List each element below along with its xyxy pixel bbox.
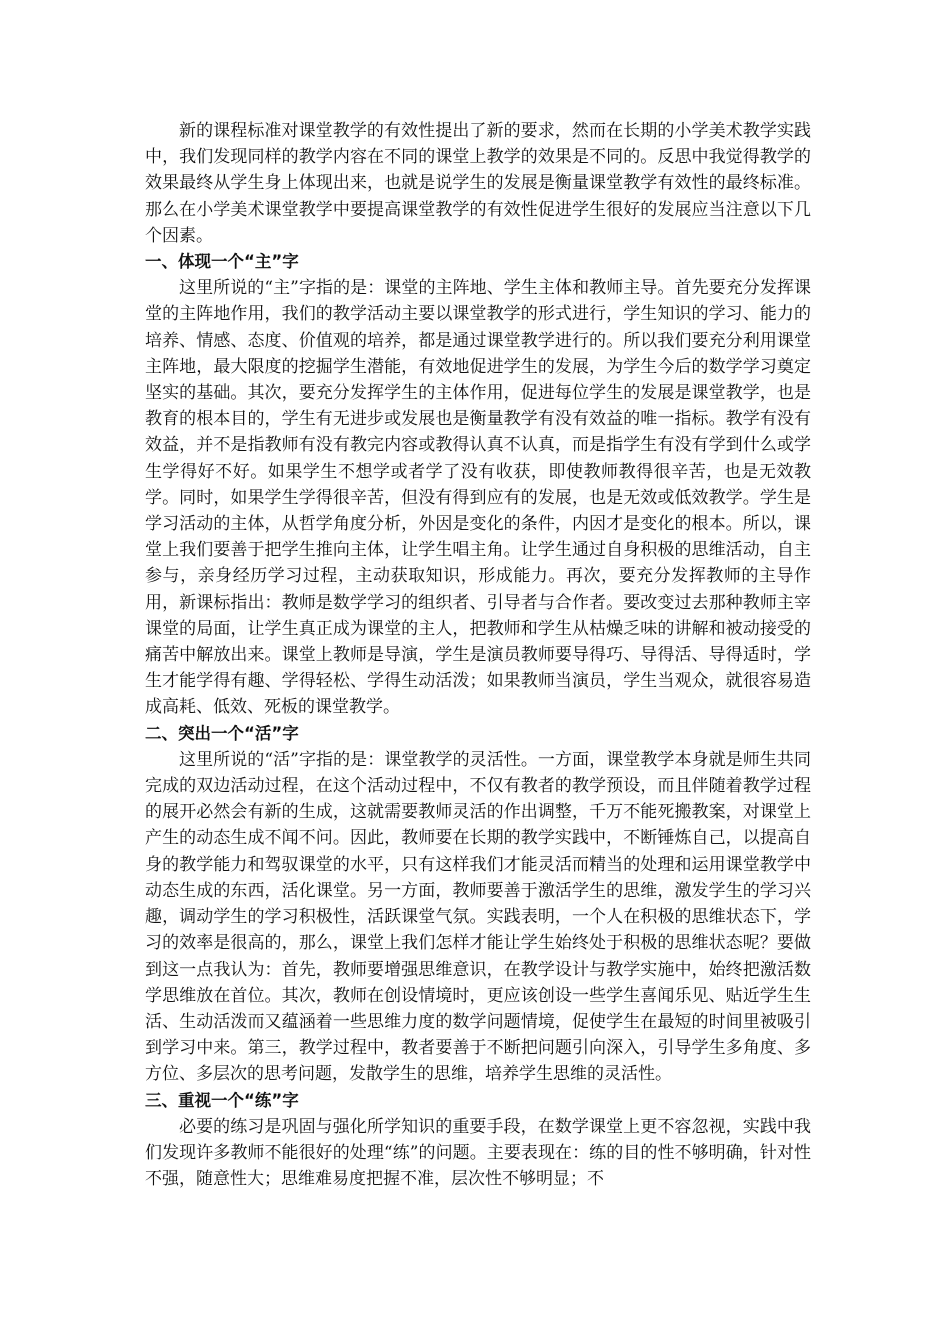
section-3-body: 必要的练习是巩固与强化所学知识的重要手段，在数学课堂上更不容忽视，实践中我们发现许多教师不能很好的处理“练”的问题。主要表现在：练的目的性不够明确，针对性不强，随意性大；思维难易度把握不准，层次性不够明显；不: [145, 1116, 811, 1190]
section-1-body: 这里所说的“主”字指的是：课堂的主阵地、学生主体和教师主导。首先要充分发挥课堂的主阵地作用，我们的教学活动主要以课堂教学的形式进行，学生知识的学习、能力的培养、情感、态度、价值观的培养，都是通过课堂教学进行的。所以我们要充分利用课堂主阵地，最大限度的挖掘学生潜能，有效地促进学生的发展，为学生今后的数学学习奠定坚实的基础。其次，要充分发挥学生的主体作用，促进每位学生的发展是课堂教学，也是教育的根本目的，学生有无进步或发展也是衡量教学有没有效益的唯一指标。教学有没有效益，并不是指教师有没有教完内容或教得认真不认真，而是指学生有没有学到什么或学生学得好不好。如果学生不想学或者学了没有收获，即使教师教得很辛苦，也是无效教学。同时，如果学生学得很辛苦，但没有得到应有的发展，也是无效或低效教学。学生是学习活动的主体，从哲学角度分析，外因是变化的条件，内因才是变化的根本。所以，课堂上我们要善于把学生推向主体，让学生唱主角。让学生通过自身积极的思维活动，自主参与，亲身经历学习过程，主动获取知识，形成能力。再次，要充分发挥教师的主导作用，新课标指出：教师是数学学习的组织者、引导者与合作者。要改变过去那种教师主宰课堂的局面，让学生真正成为课堂的主人，把教师和学生从枯燥乏味的讲解和被动接受的痛苦中解放出来。课堂上教师是导演，学生是演员教师要导得巧、导得活、导得适时，学生才能学得有趣、学得轻松、学得生动活泼；如果教师当演员，学生当观众，就很容易造成高耗、低效、死板的课堂教学。: [145, 278, 811, 718]
section-3: [145, 1088, 811, 1193]
section-2: [145, 721, 811, 1088]
section-2-heading: 二、突出一个“活”字: [145, 723, 299, 743]
section-3-heading: 三、重视一个“练”字: [145, 1090, 299, 1110]
section-2-body: 这里所说的“活”字指的是：课堂教学的灵活性。一方面，课堂教学本身就是师生共同完成的双边活动过程，在这个活动过程中，不仅有教者的教学预设，而且伴随着教学过程的展开必然会有新的生成，这就需要教师灵活的作出调整，千万不能死搬教案，对课堂上产生的动态生成不闻不问。因此，教师要在长期的教学实践中，不断锤炼自己，以提高自身的教学能力和驾驭课堂的水平，只有这样我们才能灵活而精当的处理和运用课堂教学中动态生成的东西，活化课堂。另一方面，教师要善于激活学生的思维，激发学生的学习兴趣，调动学生的学习积极性，活跃课堂气氛。实践表明，一个人在积极的思维状态下，学习的效率是很高的，那么，课堂上我们怎样才能让学生始终处于积极的思维状态呢？要做到这一点我认为：首先，教师要增强思维意识，在教学设计与教学实施中，始终把激活数学思维放在首位。其次，教师在创设情境时，更应该创设一些学生喜闻乐见、贴近学生生活、生动活泼而又蕴涵着一些思维力度的数学问题情境，促使学生在最短的时间里被吸引到学习中来。第三，教学过程中，教者要善于不断把问题引向深入，引导学生多角度、多方位、多层次的思考问题，发散学生的思维，培养学生思维的灵活性。: [145, 749, 811, 1085]
section-1-heading: 一、体现一个“主”字: [145, 252, 299, 272]
intro-paragraph: 新的课程标准对课堂教学的有效性提出了新的要求，然而在长期的小学美术教学实践中，我们发现同样的教学内容在不同的课堂上教学的效果是不同的。反思中我觉得教学的效果最终从学生身上体现出来，也就是说学生的发展是衡量课堂教学有效性的最终标准。那么在小学美术课堂教学中要提高课堂教学的有效性促进学生很好的发展应当注意以下几个因素。: [145, 121, 811, 246]
section-1: [145, 249, 811, 721]
document-page: [145, 118, 811, 1192]
